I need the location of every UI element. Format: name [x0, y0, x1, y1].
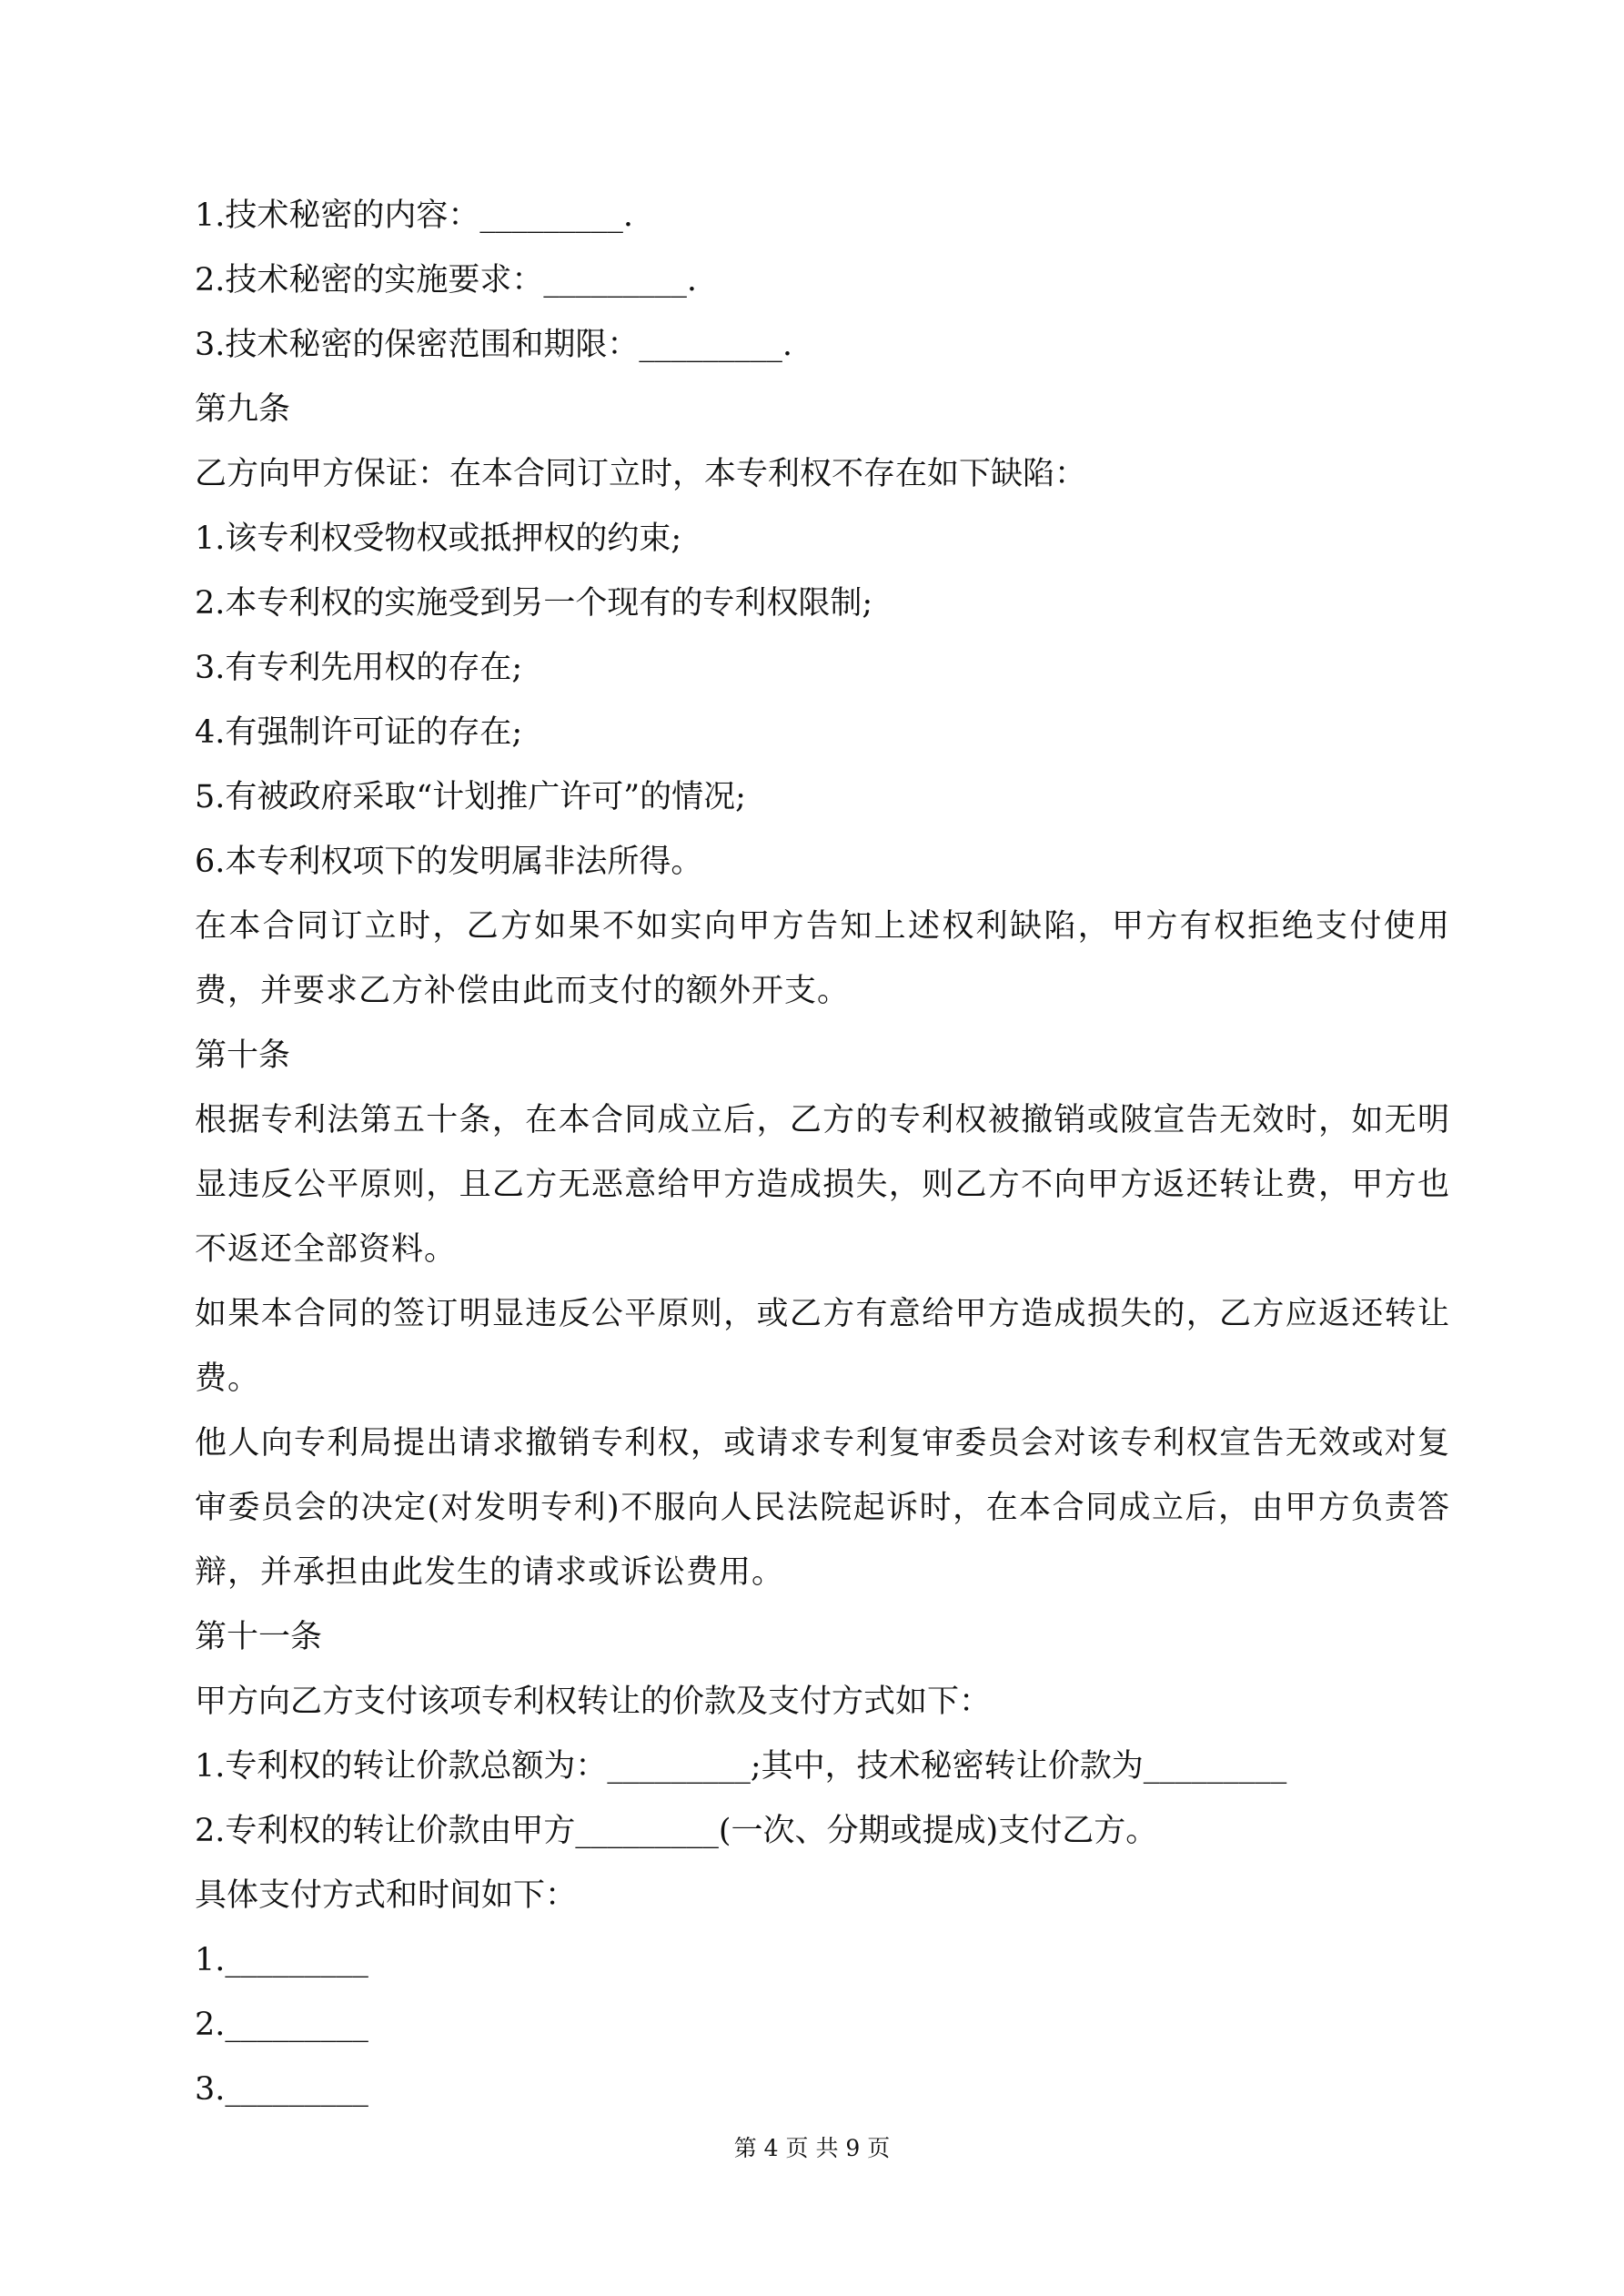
- clause-line: 3.技术秘密的保密范围和期限：_________.: [195, 327, 793, 363]
- clause-line: 2.专利权的转让价款由甲方_________(一次、分期或提成)支付乙方。: [195, 1813, 1158, 1849]
- clause-line: 1.专利权的转让价款总额为：_________;其中，技术秘密转让价款为_________: [195, 1748, 1287, 1785]
- clause-line: 甲方向乙方支付该项专利权转让的价款及支付方式如下：: [195, 1684, 992, 1720]
- clause-line: 4.有强制许可证的存在;: [195, 714, 523, 751]
- clause-line: 乙方向甲方保证：在本合同订立时，本专利权不存在如下缺陷：: [195, 456, 1087, 492]
- blank-line: 2._________: [195, 2007, 368, 2043]
- article-heading: 第十一条: [195, 1619, 323, 1655]
- blank-line: 3._________: [195, 2071, 368, 2108]
- blank-line: 1._________: [195, 1942, 368, 1978]
- clause-line: 2.技术秘密的实施要求：_________.: [195, 262, 698, 298]
- clause-line: 具体支付方式和时间如下：: [195, 1877, 578, 1914]
- document-body: [195, 197, 1450, 2139]
- clause-line: 1.技术秘密的内容：_________.: [195, 197, 634, 234]
- paragraph: 在本合同订立时，乙方如果不如实向甲方告知上述权利缺陷，甲方有权拒绝支付使用费，并要求乙方补偿由此而支付的额外开支。: [195, 908, 1450, 1009]
- page-number: 第 4 页 共 9 页: [733, 2135, 891, 2161]
- clause-line: 3.有专利先用权的存在;: [195, 650, 523, 686]
- article-heading: 第十条: [195, 1037, 291, 1074]
- paragraph: 他人向专利局提出请求撤销专利权，或请求专利复审委员会对该专利权宣告无效或对复审委员会的决定(对发明专利)不服向人民法院起诉时，在本合同成立后，由甲方负责答辩，并承担由此发生的请求或诉讼费用。: [195, 1425, 1450, 1591]
- paragraph: 根据专利法第五十条，在本合同成立后，乙方的专利权被撤销或陂宣告无效时，如无明显违反公平原则，且乙方无恶意给甲方造成损失，则乙方不向甲方返还转让费，甲方也不返还全部资料。: [195, 1102, 1450, 1268]
- clause-line: 6.本专利权项下的发明属非法所得。: [195, 844, 703, 880]
- clause-line: 2.本专利权的实施受到另一个现有的专利权限制;: [195, 585, 873, 622]
- clause-line: 5.有被政府采取“计划推广许可”的情况;: [195, 779, 746, 815]
- article-heading: 第九条: [195, 391, 291, 428]
- paragraph: 如果本合同的签订明显违反公平原则，或乙方有意给甲方造成损失的，乙方应返还转让费。: [195, 1296, 1450, 1397]
- clause-line: 1.该专利权受物权或抵押权的约束;: [195, 521, 682, 557]
